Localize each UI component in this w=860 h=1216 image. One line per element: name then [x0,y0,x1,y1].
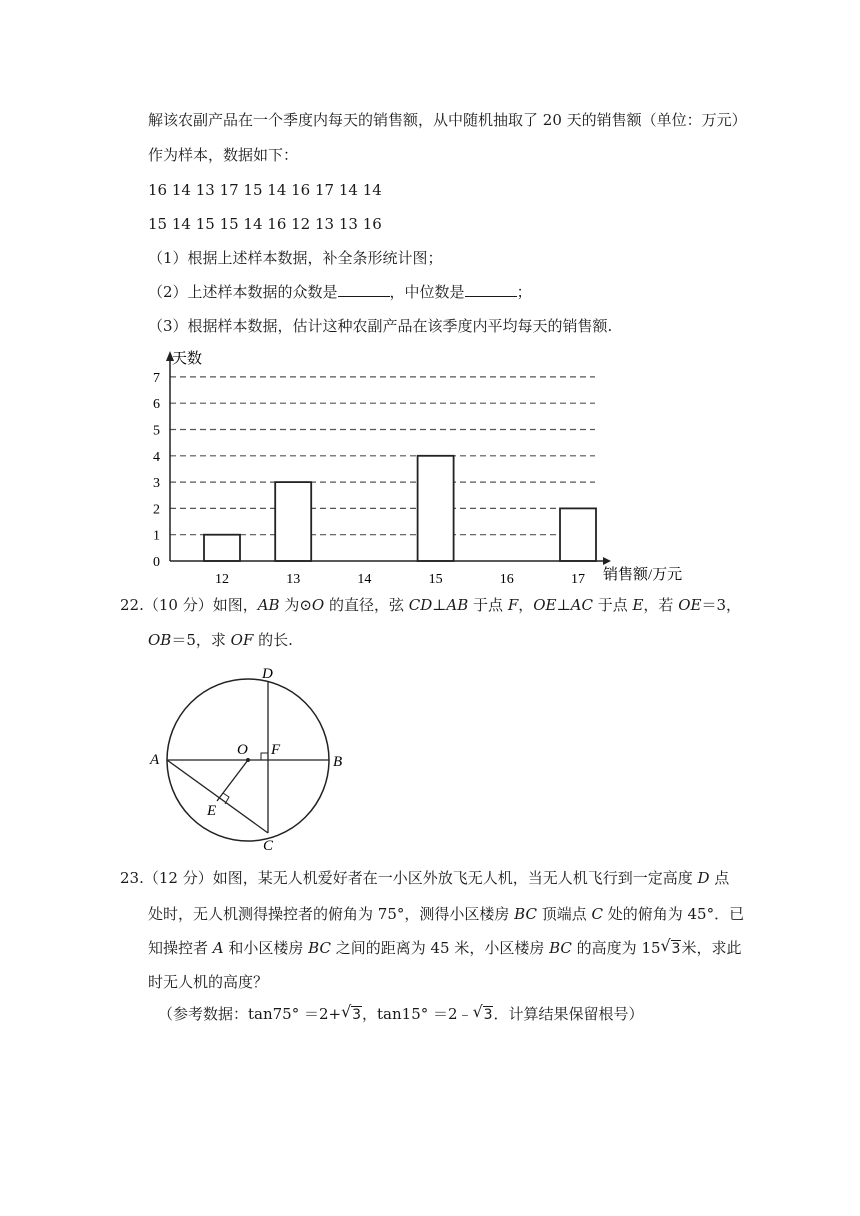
segment-oe [217,760,248,801]
x-tick-label: 17 [571,572,585,585]
question-2 [148,282,532,302]
question-23-line-3: 知操控者 A 和小区楼房 BC 之间的距离为 45 米，小区楼房 BC 的高度为 15√ 3米，求此 [148,938,741,959]
sqrt-3-b: √ 3 [474,1004,494,1025]
y-tick-label: 7 [153,370,160,386]
bar [275,482,311,561]
q2-text-a: （2）上述样本数据的众数是 [148,283,338,301]
bar [560,508,596,561]
chart-y-axis-label: 天数 [172,351,203,367]
question-1: （1）根据上述样本数据，补全条形统计图； [148,249,443,267]
x-tick-label: 12 [215,572,229,585]
label-a: A [150,752,160,768]
label-o: O [237,742,248,758]
right-angle-mark-e [223,793,229,804]
data-row-2: 15 14 15 15 14 16 12 13 13 16 [148,215,382,233]
sqrt-3-a: √ 3 [342,1004,362,1025]
right-angle-mark-f [261,753,268,760]
reference-data: （参考数据：tan75° ＝2+√ 3，tan15° ＝2﹣√ 3．计算结果保留根号） [158,1004,644,1025]
y-tick-label: 0 [153,555,160,570]
answer-blank-mode[interactable] [338,282,390,297]
q2-text-b: ，中位数是 [389,283,465,301]
question-23-line-1: 23.（12 分）如图，某无人机爱好者在一小区外放飞无人机，当无人机飞行到一定高度 D 点 [120,869,730,887]
label-d: D [262,666,273,682]
question-22-line-2: OB＝5，求 OF 的长. [148,631,293,649]
bar [204,535,240,561]
data-row-1: 16 14 13 17 15 14 16 17 14 14 [148,181,382,199]
question-3: （3）根据样本数据，估计这种农副产品在该季度内平均每天的销售额. [148,317,613,335]
x-tick-label: 13 [286,572,301,585]
x-tick-label: 16 [499,572,514,585]
chart-x-axis-label: 销售额/万元 [603,567,683,583]
x-axis-arrow [603,557,611,565]
bar-chart [140,345,700,585]
chord-ac [167,760,268,833]
y-tick-label: 2 [153,502,160,518]
bar [418,456,454,561]
question-23-line-4: 时无人机的高度？ [148,973,269,991]
label-c: C [263,838,274,854]
question-23-line-2: 处时，无人机测得操控者的俯角为 75°，测得小区楼房 BC 顶端点 C 处的俯角为 45°．已 [148,905,745,923]
chart-grid [170,377,595,535]
y-tick-label: 4 [153,449,160,465]
label-e: E [207,803,217,819]
question-22-line-1: 22.（10 分）如图，AB 为⊙O 的直径，弦 CD⊥AB 于点 F，OE⊥AC 于点 E，若 OE＝3， [120,596,741,614]
y-tick-label: 5 [153,423,160,439]
x-tick-label: 14 [357,572,372,585]
center-point [246,758,250,762]
q2-text-c: ； [516,283,532,301]
sqrt-3-height: √ 3 [662,938,682,959]
intro-line-1: 解该农副产品在一个季度内每天的销售额，从中随机抽取了 20 天的销售额（单位：万元） [148,111,747,129]
y-tick-label: 3 [153,476,160,492]
y-tick-label: 6 [153,397,160,413]
circle-figure [145,660,355,860]
y-tick-label: 1 [153,528,160,544]
answer-blank-median[interactable] [465,282,517,297]
intro-line-2: 作为样本，数据如下： [148,146,299,164]
label-f: F [271,742,281,758]
x-tick-label: 15 [428,572,443,585]
label-b: B [333,754,343,770]
